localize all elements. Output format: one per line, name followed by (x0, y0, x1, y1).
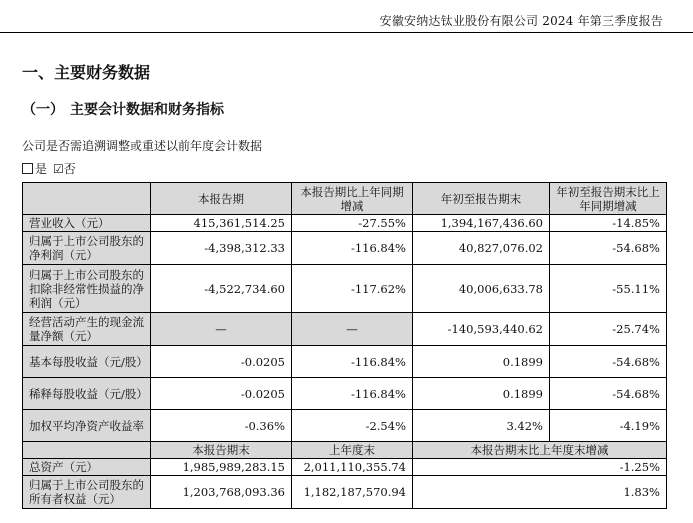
table-cell: -55.11% (550, 265, 667, 313)
no-label: 否 (63, 162, 76, 176)
table-cell: 3.42% (413, 410, 550, 442)
table2-header-col3: 本报告期末比上年度末增减 (413, 442, 667, 459)
table-cell: — (151, 313, 292, 346)
financial-data-table (22, 182, 667, 509)
subsection-title (22, 99, 224, 119)
table-cell: -27.55% (292, 215, 413, 232)
row-label: 经营活动产生的现金流量净额（元） (23, 313, 151, 346)
table-cell: -4,522,734.60 (151, 265, 292, 313)
row-label: 加权平均净资产收益率 (23, 410, 151, 442)
table-cell: 2,011,110,355.74 (292, 459, 413, 476)
table-cell: 1,182,187,570.94 (292, 476, 413, 509)
table-cell: 40,006,633.78 (413, 265, 550, 313)
table-row (23, 313, 667, 346)
table-row (23, 346, 667, 378)
table-cell: -0.0205 (151, 346, 292, 378)
table-cell: -2.54% (292, 410, 413, 442)
table-cell: 1,203,768,093.36 (151, 476, 292, 509)
page-header-bar (0, 0, 693, 33)
table-cell: 0.1899 (413, 378, 550, 410)
table-row (23, 476, 667, 509)
restatement-question: 公司是否需追溯调整或重述以前年度会计数据 (22, 139, 263, 153)
table1-header-corner (23, 183, 151, 215)
row-label: 总资产（元） (23, 459, 151, 476)
table1-header-col1: 本报告期 (151, 183, 292, 215)
table1-header-row (23, 183, 667, 215)
table-cell: -54.68% (550, 378, 667, 410)
table-cell: -14.85% (550, 215, 667, 232)
table2-header-col1: 本报告期末 (151, 442, 292, 459)
table-cell: -54.68% (550, 346, 667, 378)
table-cell: 415,361,514.25 (151, 215, 292, 232)
subsection-text: 主要会计数据和财务指标 (70, 102, 224, 118)
table1-header-col3: 年初至报告期末 (413, 183, 550, 215)
row-label: 营业收入（元） (23, 215, 151, 232)
table-cell: -4,398,312.33 (151, 232, 292, 265)
table2-header-corner (23, 442, 151, 459)
yes-checkbox[interactable] (22, 163, 33, 174)
restatement-answer (22, 160, 76, 177)
row-label: 稀释每股收益（元/股） (23, 378, 151, 410)
table-cell: -0.36% (151, 410, 292, 442)
table-cell: -116.84% (292, 378, 413, 410)
table-cell: 1.83% (413, 476, 667, 509)
table1-header-col2: 本报告期比上年同期增减 (292, 183, 413, 215)
table-row (23, 459, 667, 476)
table-cell: -116.84% (292, 232, 413, 265)
table2-header-col2: 上年度末 (292, 442, 413, 459)
table-cell: -4.19% (550, 410, 667, 442)
page-header-text: 安徽安纳达钛业股份有限公司 2024 年第三季度报告 (379, 14, 663, 28)
table-cell: -116.84% (292, 346, 413, 378)
table-cell: -1.25% (413, 459, 667, 476)
table-cell: 0.1899 (413, 346, 550, 378)
row-label: 基本每股收益（元/股） (23, 346, 151, 378)
table-cell: 40,827,076.02 (413, 232, 550, 265)
table-cell: -117.62% (292, 265, 413, 313)
table-row (23, 215, 667, 232)
table-cell: -140,593,440.62 (413, 313, 550, 346)
table-cell: -54.68% (550, 232, 667, 265)
row-label: 归属于上市公司股东的扣除非经常性损益的净利润（元） (23, 265, 151, 313)
section-title: 一、主要财务数据 (22, 63, 151, 82)
table-row (23, 265, 667, 313)
no-checkbox-checked-icon[interactable]: ☑ (53, 162, 64, 176)
yes-label: 是 (35, 162, 48, 176)
subsection-number: （一） (22, 102, 64, 118)
row-label: 归属于上市公司股东的所有者权益（元） (23, 476, 151, 509)
row-label: 归属于上市公司股东的净利润（元） (23, 232, 151, 265)
table-cell: — (292, 313, 413, 346)
table-cell: -25.74% (550, 313, 667, 346)
table-row (23, 410, 667, 442)
table-row (23, 232, 667, 265)
table-cell: 1,985,989,283.15 (151, 459, 292, 476)
table2-header-row (23, 442, 667, 459)
table-row (23, 378, 667, 410)
table-cell: -0.0205 (151, 378, 292, 410)
table1-header-col4: 年初至报告期末比上年同期增减 (550, 183, 667, 215)
table-cell: 1,394,167,436.60 (413, 215, 550, 232)
